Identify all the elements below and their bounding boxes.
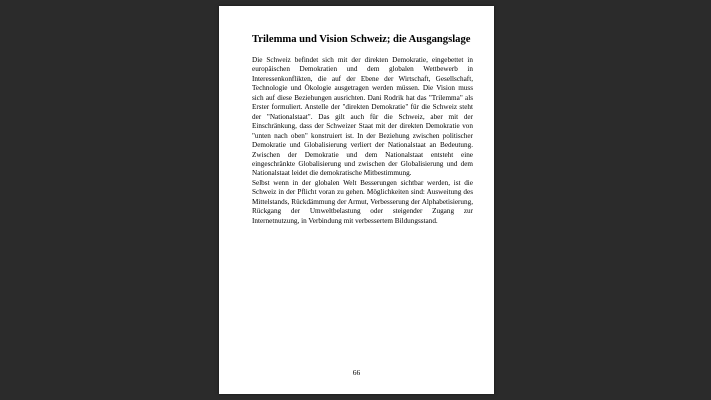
paragraph: Selbst wenn in der globalen Welt Besserungen sichtbar werden, ist die Schweiz in der Pflicht voran zu gehen. Möglichkeiten sind: Ausweitung des Mittelstands, Rückdämmung der Armut, Verbesserung der Alphabetisierung, Rückgang der Umweltbelastung oder steigender Zugang zur Internetnutzung, in Verbindung mit verbessertem Bildungsstand. (252, 178, 473, 225)
page-body (252, 56, 473, 226)
paragraph: Die Schweiz befindet sich mit der direkten Demokratie, eingebettet in europäischen Demokratien und dem globalen Wettbewerb in Interessenkonflikten, die auf der Ebene der Wirtschaft, Gesellschaft, Technologie und Ökologie ausgetragen werden müssen. Die Vision muss sich auf diese Beziehungen ausrichten. Dani Rodrik hat das "Trilemma" als Erster formuliert. Anstelle der "direkten Demokratie" für die Schweiz steht der "Nationalstaat". Das gilt auch für die Schweiz, aber mit der Einschränkung, dass der Schweizer Staat mit der direkten Demokratie von "unten nach oben" konstruiert ist. In der Beziehung zwischen politischer Demokratie und Globalisierung verliert der Nationalstaat an Bedeutung. Zwischen der Demokratie und dem Nationalstaat entsteht eine eingeschränkte Globalisierung und zwischen der Globalisierung und dem Nationalstaat leidet die demokratische Mitbestimmung. (252, 56, 473, 178)
page-title: Trilemma und Vision Schweiz; die Ausgangslage (252, 34, 471, 45)
page-number: 66 (352, 368, 361, 377)
document-page (219, 6, 494, 394)
